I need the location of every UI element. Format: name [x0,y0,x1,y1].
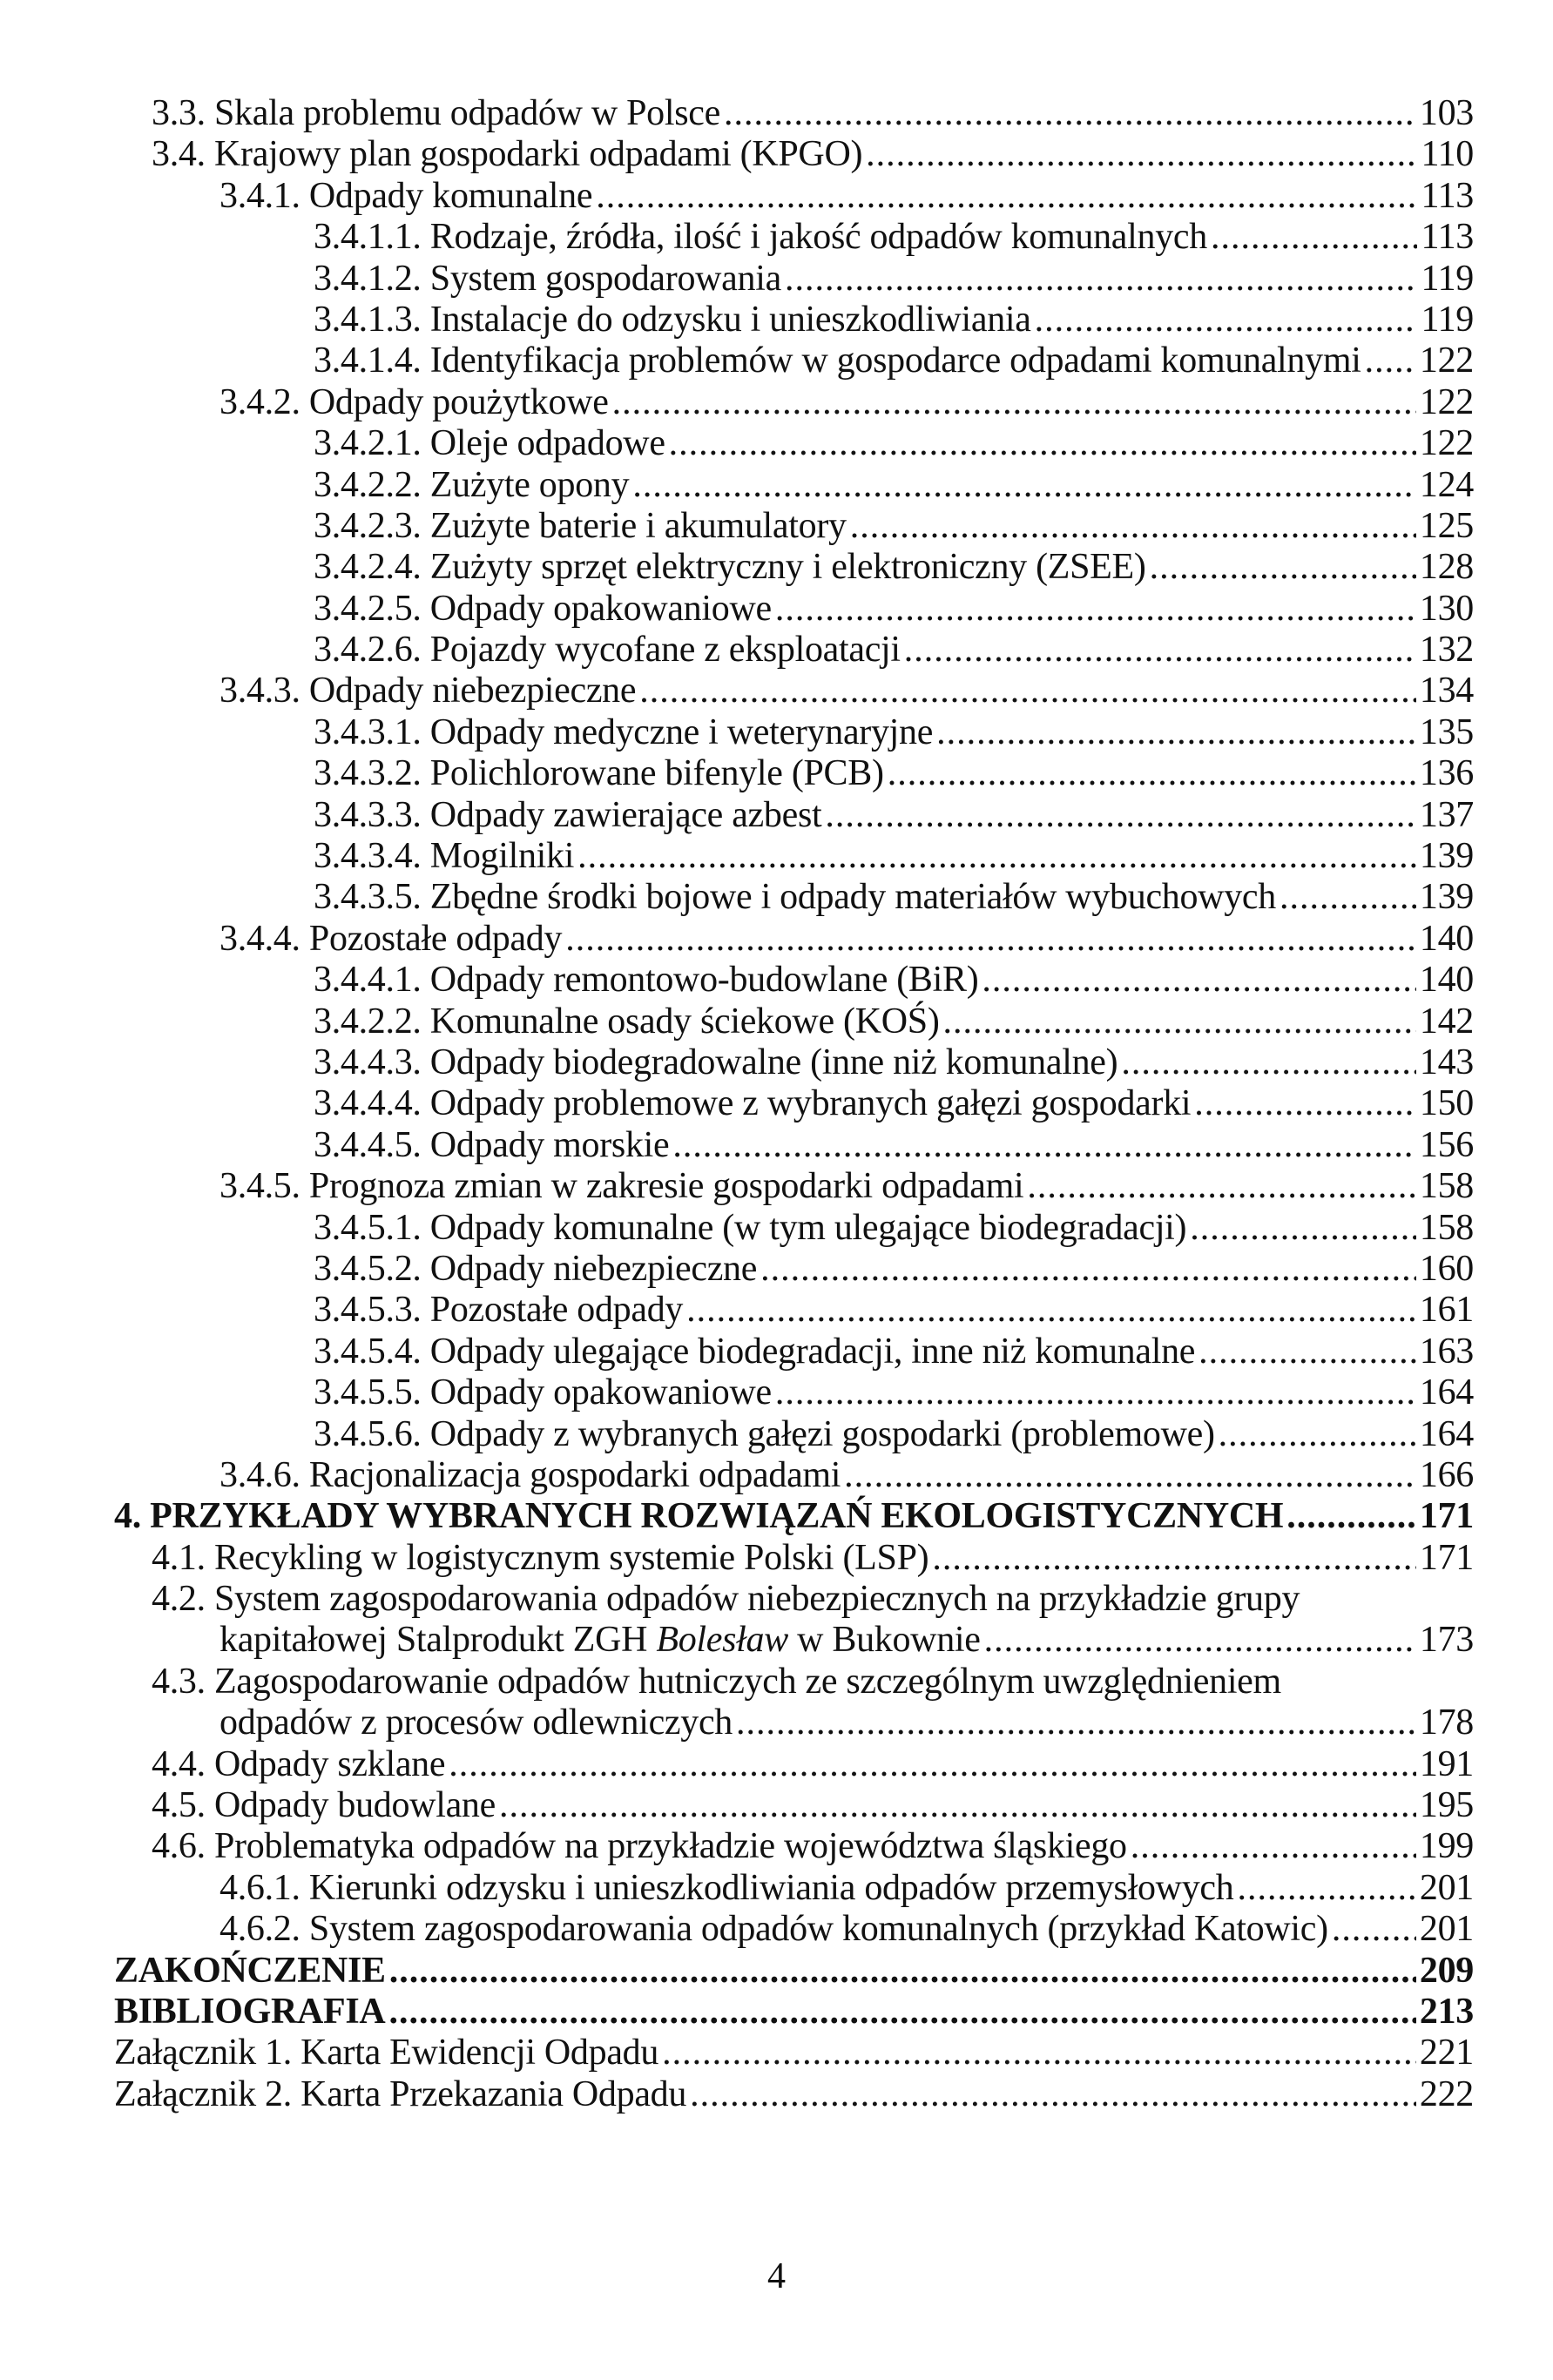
dot-leader [1027,1166,1416,1207]
toc-entry-title [152,1785,496,1826]
toc-entry-text: 3.4.4. Pozostałe odpady [219,918,563,959]
toc-entry-page: 110 [1421,134,1474,175]
toc-entry [0,1992,1474,2033]
toc-entry-page: 142 [1419,1001,1474,1042]
toc-entry-page: 166 [1419,1454,1474,1495]
dot-leader [1199,1332,1416,1372]
toc-entry-page: 140 [1419,960,1474,1001]
table-of-contents [0,93,1474,2115]
toc-entry-text: 4.1. Recykling w logistycznym systemie Polski (LSP) [152,1537,929,1578]
toc-entry-title [114,1951,386,1992]
toc-entry-title [314,795,821,836]
toc-entry-text: 3.4.5.5. Odpady opakowaniowe [314,1372,772,1413]
toc-entry-text: 4.2. System zagospodarowania odpadów niebezpiecznych na przykładzie grupy [152,1579,1300,1620]
toc-entry-page: 156 [1419,1124,1474,1165]
toc-entry-title [219,1702,733,1743]
toc-entry-text: 3.4.2.6. Pojazdy wycofane z eksploatacji [314,630,901,671]
dot-leader [612,382,1416,423]
toc-entry [0,1702,1474,1743]
toc-entry-page: 135 [1419,711,1474,752]
toc-entry [0,919,1474,960]
toc-entry-text: 3.4.1.3. Instalacje do odzysku i unieszkodliwiania [314,299,1031,340]
toc-entry-text: 3.4.5.6. Odpady z wybranych gałęzi gospodarki (problemowe) [314,1413,1215,1454]
toc-entry [0,1372,1474,1413]
dot-leader [639,671,1416,711]
dot-leader [932,1538,1416,1579]
toc-entry-title [314,1372,772,1413]
toc-entry-page: 122 [1419,340,1474,381]
toc-entry-title [219,1620,981,1661]
toc-entry-title [314,300,1031,340]
toc-entry-text: 3.4.4.3. Odpady biodegradowalne (inne niż komunalne) [314,1042,1118,1082]
toc-entry-page: 124 [1419,464,1474,505]
toc-entry [0,836,1474,877]
toc-entry-page: 158 [1419,1207,1474,1248]
toc-entry [0,1868,1474,1909]
page-number: 4 [767,2256,786,2296]
toc-entry-page: 178 [1419,1702,1474,1743]
toc-entry-page: 119 [1421,258,1474,299]
toc-entry [0,300,1474,340]
toc-entry-title [314,1083,1191,1124]
toc-entry [0,589,1474,630]
toc-entry [0,217,1474,258]
toc-entry [0,1249,1474,1290]
toc-entry-page: 139 [1419,877,1474,918]
toc-entry-title [219,1455,841,1496]
toc-entry-title [152,134,862,175]
toc-entry-title [314,836,574,877]
toc-entry-page: 209 [1419,1950,1474,1991]
toc-entry-text: 3.4.1.4. Identyfikacja problemów w gospodarce odpadami komunalnymi [314,340,1361,381]
dot-leader [499,1785,1416,1826]
toc-entry-title [219,382,609,423]
toc-entry-text: 3.4.6. Racjonalizacja gospodarki odpadami [219,1454,841,1495]
toc-entry-title [314,506,847,547]
toc-entry [0,630,1474,671]
toc-entry-title [152,1662,1281,1702]
dot-leader [1131,1826,1416,1867]
dot-leader [1121,1042,1416,1083]
toc-entry-text: 4. PRZYKŁADY WYBRANYCH ROZWIĄZAŃ EKOLOGISTYCZNYCH [114,1496,1284,1537]
toc-entry-page: 221 [1419,2033,1474,2073]
toc-entry [0,960,1474,1001]
toc-entry-text: 3.4.4.5. Odpady morskie [314,1124,670,1165]
dot-leader [866,134,1417,175]
toc-entry-page: 113 [1421,175,1474,216]
toc-entry-page: 160 [1419,1248,1474,1289]
dot-leader [936,712,1416,753]
toc-entry [0,1166,1474,1207]
toc-entry-text: 3.4.1.2. System gospodarowania [314,258,781,299]
toc-entry-title [314,1001,940,1042]
toc-entry [0,1001,1474,1042]
toc-entry-title [314,753,884,794]
toc-entry-page: 163 [1419,1331,1474,1372]
toc-entry-title [314,465,629,506]
toc-entry [0,753,1474,794]
dot-leader [1150,547,1416,588]
toc-entry [0,93,1474,134]
dot-leader [686,1290,1416,1331]
toc-entry-page: 122 [1419,423,1474,464]
toc-entry-title [114,1992,385,2033]
toc-entry-text: 3.4.2.2. Zużyte opony [314,464,630,505]
toc-entry-page: 132 [1419,630,1474,671]
toc-entry-title [219,1166,1023,1207]
toc-entry-text: 3.4.2.3. Zużyte baterie i akumulatory [314,505,847,546]
dot-leader [1219,1414,1416,1455]
toc-entry-text: 3.4.5. Prognoza zmian w zakresie gospodarki odpadami [219,1166,1024,1207]
toc-entry [0,1785,1474,1826]
toc-entry [0,176,1474,217]
toc-entry-title [314,217,1207,258]
dot-leader [1286,1496,1416,1537]
toc-entry-title [152,1826,1127,1867]
toc-entry-title [314,1125,669,1166]
toc-entry-page: 173 [1419,1620,1474,1661]
toc-entry [0,382,1474,423]
toc-entry-text: 3.4.4.1. Odpady remontowo-budowlane (BiR) [314,960,979,1001]
toc-entry-text: 3.4. Krajowy plan gospodarki odpadami (KPGO) [152,134,863,175]
toc-entry-title [114,2074,686,2115]
toc-entry-text: 3.4.2.5. Odpady opakowaniowe [314,588,772,629]
toc-entry [0,1579,1474,1620]
toc-entry [0,795,1474,836]
toc-entry-text: kapitałowej Stalprodukt ZGH [219,1620,657,1661]
dot-leader [888,753,1416,794]
dot-leader [904,630,1416,671]
toc-entry [0,712,1474,753]
toc-entry-text: 3.4.3.3. Odpady zawierające azbest [314,794,822,835]
toc-entry-title [314,259,781,300]
toc-entry [0,1290,1474,1331]
toc-entry-text: ZAKOŃCZENIE [114,1950,386,1991]
toc-entry-page: 199 [1419,1826,1474,1867]
toc-entry [0,1455,1474,1496]
toc-entry-title [152,1579,1300,1620]
toc-entry-text: 3.4.3.2. Polichlorowane bifenyle (PCB) [314,753,884,794]
toc-entry-text: 3.4.3.1. Odpady medyczne i weterynaryjne [314,711,934,752]
dot-leader [577,836,1416,877]
toc-entry-page: 139 [1419,836,1474,877]
toc-entry-title [152,93,720,134]
toc-entry-text: 4.6.1. Kierunki odzysku i unieszkodliwiania odpadów przemysłowych [219,1867,1234,1908]
toc-entry-text: odpadów z procesów odlewniczych [219,1702,733,1743]
toc-entry-page: 125 [1419,505,1474,546]
toc-entry-text: Załącznik 1. Karta Ewidencji Odpadu [114,2033,659,2073]
toc-entry-page: 222 [1419,2073,1474,2114]
toc-entry-title [314,423,665,464]
toc-entry [0,259,1474,300]
toc-entry-page: 191 [1419,1743,1474,1784]
toc-entry-page: 128 [1419,547,1474,588]
toc-entry-text: 3.4.5.4. Odpady ulegające biodegradacji, inne niż komunalne [314,1331,1196,1372]
toc-entry [0,1042,1474,1083]
toc-entry-page: 158 [1419,1166,1474,1207]
dot-leader [1332,1909,1416,1950]
toc-entry-text: 3.4.2.1. Oleje odpadowe [314,423,665,464]
toc-entry-title [314,1042,1117,1083]
toc-entry-title [314,1208,1186,1249]
toc-entry-page: 103 [1419,93,1474,133]
dot-leader [565,919,1416,960]
toc-entry-title [314,630,901,671]
dot-leader [632,465,1416,506]
toc-entry-title [314,547,1146,588]
toc-entry-text: 4.6. Problematyka odpadów na przykładzie województwa śląskiego [152,1826,1127,1867]
toc-entry-text: 3.4.2.4. Zużyty sprzęt elektryczny i elektroniczny (ZSEE) [314,547,1146,588]
toc-entry [0,134,1474,175]
toc-entry-page: 164 [1419,1372,1474,1413]
toc-entry [0,1951,1474,1992]
dot-leader [690,2074,1416,2115]
toc-entry [0,671,1474,711]
toc-entry [0,1909,1474,1950]
dot-leader [1194,1083,1416,1124]
toc-entry-text: 3.4.3.4. Mogilniki [314,836,575,877]
dot-leader [669,423,1416,464]
toc-entry-text: 3.4.2. Odpady poużytkowe [219,381,609,422]
toc-entry [0,1125,1474,1166]
toc-entry-title [314,1332,1195,1372]
toc-entry-title [114,1496,1283,1537]
toc-entry-title [219,1868,1233,1909]
toc-entry-text: 3.4.5.1. Odpady komunalne (w tym ulegające biodegradacji) [314,1207,1187,1248]
toc-entry-page: 136 [1419,753,1474,794]
toc-entry-title [152,1538,928,1579]
toc-entry-title [314,712,933,753]
toc-entry-text: BIBLIOGRAFIA [114,1991,386,2032]
dot-leader [388,1992,1415,2033]
dot-leader [825,795,1416,836]
toc-entry [0,1826,1474,1867]
dot-leader [1035,300,1418,340]
dot-leader [672,1125,1416,1166]
toc-entry-text: 4.3. Zagospodarowanie odpadów hutniczych ze szczególnym uwzględnieniem [152,1661,1281,1702]
toc-entry [0,465,1474,506]
toc-entry [0,547,1474,588]
toc-entry-title [219,671,636,711]
toc-entry-text: 3.4.2.2. Komunalne osady ściekowe (KOŚ) [314,1001,940,1042]
toc-entry-title [314,1290,683,1331]
toc-entry-page: 171 [1419,1537,1474,1578]
toc-entry-page: 143 [1419,1042,1474,1082]
dot-leader [1211,217,1418,258]
dot-leader [943,1001,1416,1042]
toc-entry-title [314,1414,1215,1455]
toc-entry-page: 134 [1419,671,1474,711]
toc-entry-title [152,1744,445,1785]
toc-entry-title [114,2033,658,2073]
toc-entry-text: 3.4.1. Odpady komunalne [219,175,593,216]
toc-entry [0,2033,1474,2073]
dot-leader [1190,1208,1416,1249]
toc-entry-text: 3.4.4.4. Odpady problemowe z wybranych gałęzi gospodarki [314,1083,1192,1124]
dot-leader [596,176,1417,217]
toc-entry [0,1083,1474,1124]
toc-entry-text: 3.4.3.5. Zbędne środki bojowe i odpady materiałów wybuchowych [314,877,1276,918]
toc-entry-text: 3.4.3. Odpady niebezpieczne [219,671,637,711]
toc-entry [0,1538,1474,1579]
toc-entry-page: 195 [1419,1785,1474,1826]
toc-entry-text: 4.6.2. System zagospodarowania odpadów komunalnych (przykład Katowic) [219,1909,1328,1950]
toc-entry-title [219,1909,1328,1950]
toc-entry-page: 164 [1419,1413,1474,1454]
toc-entry [0,1662,1474,1702]
dot-leader [1280,877,1416,918]
toc-entry-page: 122 [1419,381,1474,422]
toc-entry-text: w Bukownie [787,1620,981,1661]
toc-entry-title [314,1249,757,1290]
toc-entry [0,340,1474,381]
toc-entry-title [314,960,978,1001]
dot-leader [850,506,1416,547]
dot-leader [736,1702,1416,1743]
toc-entry [0,2074,1474,2115]
dot-leader [1237,1868,1415,1909]
toc-entry-page: 119 [1421,299,1474,340]
toc-entry-page: 150 [1419,1083,1474,1124]
dot-leader [760,1249,1416,1290]
dot-leader [449,1744,1416,1785]
toc-entry-text: 3.4.5.2. Odpady niebezpieczne [314,1248,758,1289]
toc-entry-title [314,340,1361,381]
dot-leader [662,2033,1416,2073]
toc-entry-title [314,589,772,630]
toc-entry [0,877,1474,918]
toc-entry [0,1496,1474,1537]
dot-leader [982,960,1415,1001]
toc-entry-page: 113 [1421,217,1474,258]
toc-entry-title [219,919,562,960]
toc-entry-page: 140 [1419,918,1474,959]
dot-leader [1365,340,1416,381]
toc-entry-text: 3.3. Skala problemu odpadów w Polsce [152,93,720,133]
toc-entry [0,1620,1474,1661]
toc-entry-page: 201 [1419,1867,1474,1908]
toc-entry-text: 3.4.1.1. Rodzaje, źródła, ilość i jakość odpadów komunalnych [314,217,1207,258]
toc-entry-text: Załącznik 2. Karta Przekazania Odpadu [114,2073,687,2114]
toc-entry-page: 137 [1419,794,1474,835]
dot-leader [844,1455,1416,1496]
toc-entry [0,1414,1474,1455]
dot-leader [775,1372,1416,1413]
toc-entry [0,1208,1474,1249]
toc-entry-title [219,176,592,217]
toc-entry-page: 161 [1419,1290,1474,1331]
dot-leader [785,259,1418,300]
toc-entry-page: 130 [1419,588,1474,629]
toc-entry-italic-text: Bolesław [656,1620,788,1661]
dot-leader [984,1620,1416,1661]
toc-entry-title [314,877,1276,918]
dot-leader [724,93,1416,134]
toc-entry-text: 3.4.5.3. Pozostałe odpady [314,1290,684,1331]
toc-entry [0,1744,1474,1785]
toc-entry-text: 4.5. Odpady budowlane [152,1785,496,1826]
toc-entry [0,506,1474,547]
toc-entry-text: 4.4. Odpady szklane [152,1743,446,1784]
toc-entry-page: 201 [1419,1909,1474,1950]
dot-leader [389,1951,1416,1992]
toc-entry [0,1332,1474,1372]
dot-leader [775,589,1416,630]
toc-entry [0,423,1474,464]
toc-entry-page: 213 [1419,1991,1474,2032]
toc-entry-page: 171 [1419,1496,1474,1537]
